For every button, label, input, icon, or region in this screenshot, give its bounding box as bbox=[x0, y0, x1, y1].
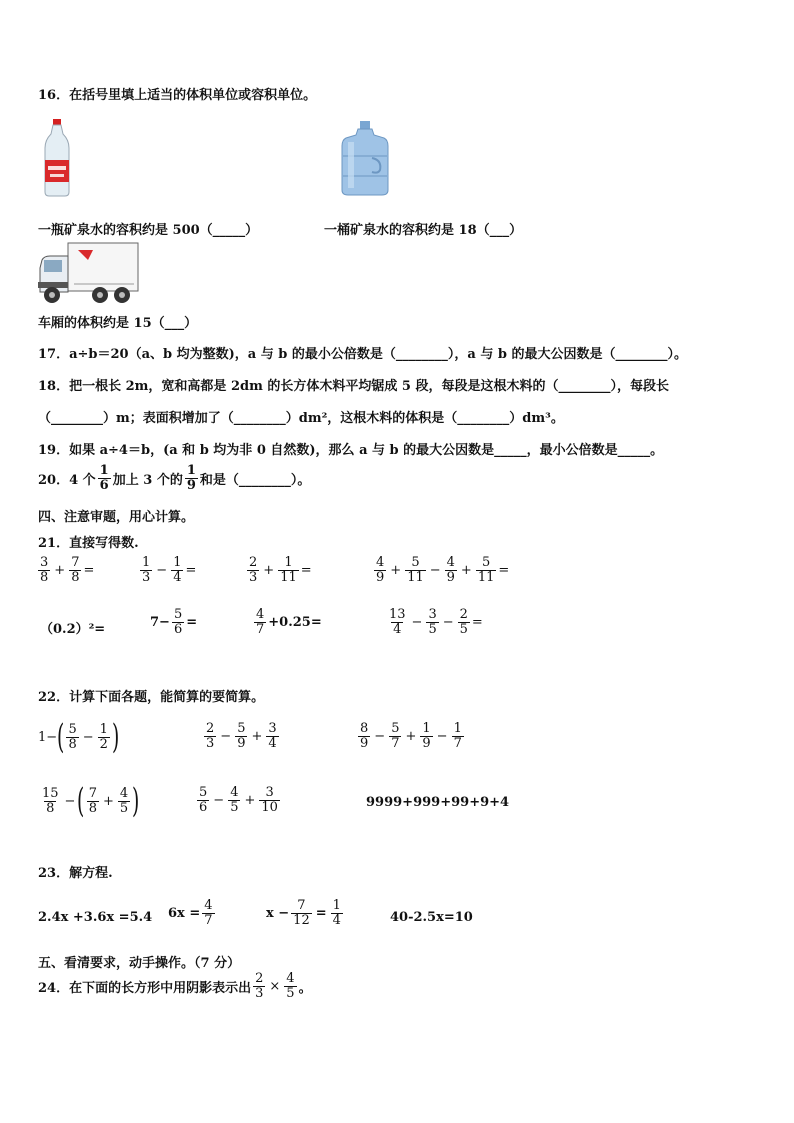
fraction bbox=[426, 608, 438, 636]
equals: = bbox=[186, 614, 198, 630]
denominator: 11 bbox=[477, 569, 495, 585]
fraction bbox=[204, 722, 216, 750]
q16-bottle-text: 一瓶矿泉水的容积约是 500（_____） bbox=[38, 223, 259, 238]
q21-expr-3 bbox=[245, 556, 312, 584]
q23-expr-3 bbox=[266, 899, 345, 927]
operator: − bbox=[374, 728, 386, 744]
fraction bbox=[266, 722, 278, 750]
equals: = bbox=[300, 562, 312, 578]
denominator: 8 bbox=[46, 800, 55, 816]
q24-suffix: 。 bbox=[298, 980, 312, 996]
operator: + bbox=[54, 562, 66, 578]
numerator: 5 bbox=[481, 555, 491, 570]
denominator: 3 bbox=[249, 569, 258, 585]
fraction bbox=[87, 787, 99, 815]
q21-expr-4 bbox=[372, 556, 509, 584]
numerator: 5 bbox=[391, 721, 400, 736]
q16-truck-text: 车厢的体积约是 15（___） bbox=[38, 316, 198, 331]
q21-expr-7 bbox=[252, 608, 322, 636]
q22-expr-4 bbox=[38, 781, 140, 821]
denominator: 3 bbox=[142, 569, 151, 585]
numerator: 4 bbox=[119, 785, 129, 801]
denominator: 3 bbox=[206, 735, 215, 751]
denominator: 9 bbox=[360, 735, 369, 751]
numerator: 2 bbox=[255, 971, 264, 986]
operator: − bbox=[156, 562, 168, 578]
denominator: 9 bbox=[186, 477, 196, 493]
q24-line bbox=[38, 972, 312, 1000]
operator: + bbox=[244, 792, 256, 808]
numerator: 5 bbox=[173, 607, 183, 622]
equals: = bbox=[185, 562, 197, 578]
denominator: 4 bbox=[268, 735, 277, 751]
q23-title: 23．解方程. bbox=[38, 866, 113, 881]
q20-part1: 20．4 个 bbox=[38, 472, 96, 488]
operator: − bbox=[220, 728, 232, 744]
fraction bbox=[405, 556, 426, 584]
fraction bbox=[38, 556, 50, 584]
equals: = bbox=[83, 562, 95, 578]
numerator: 4 bbox=[286, 971, 295, 986]
denominator: 5 bbox=[119, 800, 129, 816]
q17-text: 17．a÷b＝20（a、b 均为整数)，a 与 b 的最小公倍数是（________），a 与 b 的最大公因数是（________）。 bbox=[38, 347, 687, 362]
right-paren: ) bbox=[111, 717, 120, 757]
q22-expr-5 bbox=[195, 786, 282, 814]
q16-title: 16．在括号里填上适当的体积单位或容积单位。 bbox=[38, 88, 317, 103]
fraction bbox=[331, 899, 343, 927]
expression-prefix: 7− bbox=[150, 614, 170, 630]
expression-prefix: x − bbox=[266, 905, 290, 921]
fraction bbox=[259, 786, 280, 814]
fraction bbox=[40, 787, 61, 815]
water-bottle-icon bbox=[42, 118, 72, 198]
operator: − bbox=[411, 614, 423, 630]
denominator: 7 bbox=[204, 912, 213, 928]
fraction bbox=[228, 786, 240, 814]
denominator: 5 bbox=[230, 799, 239, 815]
numerator: 7 bbox=[88, 785, 97, 801]
fraction bbox=[476, 556, 497, 584]
q23-expr-1: 2.4x +3.6x =5.4 bbox=[38, 910, 153, 925]
denominator: 11 bbox=[280, 569, 297, 585]
denominator: 5 bbox=[428, 621, 437, 637]
section-5-title: 五、看清要求，动手操作。（7 分） bbox=[38, 956, 241, 971]
fraction bbox=[253, 972, 265, 1000]
q23-expr-4: 40-2.5x=10 bbox=[390, 910, 473, 925]
fraction bbox=[278, 556, 299, 584]
fraction bbox=[69, 556, 81, 584]
q20-part2: 加上 3 个的 bbox=[112, 472, 183, 488]
section-4-title: 四、注意审题，用心计算。 bbox=[38, 510, 195, 525]
numerator: 4 bbox=[230, 785, 239, 800]
operator: + bbox=[460, 562, 472, 578]
q23-expr-2 bbox=[168, 899, 217, 927]
fraction bbox=[284, 972, 296, 1000]
numerator: 5 bbox=[411, 555, 420, 570]
q22-expr-1 bbox=[38, 717, 120, 757]
numerator: 4 bbox=[204, 898, 213, 913]
numerator: 5 bbox=[237, 721, 246, 736]
left-paren: ( bbox=[77, 781, 85, 821]
right-paren: ) bbox=[132, 781, 140, 821]
expression-text: （0.2）²= bbox=[40, 622, 106, 637]
operator: − bbox=[213, 792, 225, 808]
operator: + bbox=[103, 793, 114, 809]
denominator: 5 bbox=[286, 985, 295, 1001]
fraction bbox=[197, 786, 209, 814]
q21-expr-6 bbox=[150, 608, 197, 636]
numerator: 3 bbox=[428, 607, 437, 622]
q21-expr-8 bbox=[385, 608, 483, 636]
fraction bbox=[389, 722, 401, 750]
expression-prefix: 1− bbox=[38, 729, 58, 745]
operator: + bbox=[405, 728, 417, 744]
denominator: 9 bbox=[237, 735, 246, 751]
fraction bbox=[374, 556, 386, 584]
numerator: 4 bbox=[376, 555, 385, 570]
denominator: 3 bbox=[255, 985, 264, 1001]
numerator: 4 bbox=[446, 555, 455, 570]
numerator: 1 bbox=[99, 721, 108, 737]
numerator: 1 bbox=[186, 463, 196, 478]
q16-barrel-text: 一桶矿泉水的容积约是 18（___） bbox=[324, 223, 523, 238]
denominator: 10 bbox=[261, 799, 278, 815]
fraction bbox=[118, 787, 130, 815]
equals: = bbox=[315, 905, 327, 921]
q21-expr-2 bbox=[138, 556, 196, 584]
denominator: 4 bbox=[332, 912, 341, 928]
numerator: 5 bbox=[68, 721, 77, 737]
numerator: 1 bbox=[453, 721, 462, 736]
equals: = bbox=[498, 562, 510, 578]
equals: = bbox=[471, 614, 483, 630]
operator: − bbox=[64, 793, 76, 809]
operator: − bbox=[429, 562, 441, 578]
numerator: 15 bbox=[42, 785, 59, 801]
fraction bbox=[247, 556, 259, 584]
numerator: 3 bbox=[268, 721, 277, 736]
q22-expr-6: 9999+999+99+9+4 bbox=[366, 795, 510, 810]
numerator: 3 bbox=[40, 555, 49, 570]
fraction bbox=[235, 722, 247, 750]
truck-icon bbox=[38, 240, 140, 306]
q18-line1: 18．把一根长 2m，宽和高都是 2dm 的长方体木料平均锯成 5 段，每段是这根木料的（________），每段长 bbox=[38, 379, 669, 394]
q19-text: 19．如果 a÷4＝b，(a 和 b 均为非 0 自然数)，那么 a 与 b 的最大公因数是_____，最小公倍数是_____。 bbox=[38, 443, 664, 458]
expression-prefix: 6x = bbox=[168, 905, 201, 921]
fraction bbox=[387, 608, 408, 636]
denominator: 9 bbox=[446, 569, 455, 585]
denominator: 2 bbox=[99, 736, 108, 752]
numerator: 1 bbox=[332, 898, 341, 913]
numerator: 1 bbox=[173, 555, 182, 570]
denominator: 8 bbox=[71, 569, 80, 585]
operator: − bbox=[442, 614, 454, 630]
q20-fraction-1 bbox=[98, 464, 111, 492]
numerator: 2 bbox=[206, 721, 215, 736]
q18-line2: （________）m；表面积增加了（________）dm²，这根木料的体积是（________）dm³。 bbox=[38, 411, 564, 426]
numerator: 1 bbox=[142, 555, 151, 570]
numerator: 7 bbox=[297, 898, 306, 913]
numerator: 1 bbox=[99, 463, 109, 478]
numerator: 2 bbox=[249, 555, 258, 570]
fraction bbox=[358, 722, 370, 750]
numerator: 7 bbox=[71, 555, 80, 570]
q21-expr-5 bbox=[40, 618, 105, 637]
fraction bbox=[452, 722, 464, 750]
q21-expr-1 bbox=[36, 556, 94, 584]
numerator: 8 bbox=[360, 721, 369, 736]
expression-suffix: +0.25= bbox=[268, 614, 322, 630]
q21-title: 21．直接写得数. bbox=[38, 536, 139, 551]
q22-expr-2 bbox=[202, 722, 281, 750]
fraction bbox=[202, 899, 214, 927]
q22-expr-3 bbox=[356, 722, 466, 750]
denominator: 4 bbox=[393, 621, 402, 637]
denominator: 9 bbox=[422, 735, 431, 751]
fraction bbox=[140, 556, 152, 584]
fraction bbox=[458, 608, 470, 636]
operator: × bbox=[269, 978, 281, 994]
operator: + bbox=[251, 728, 263, 744]
denominator: 11 bbox=[407, 569, 424, 585]
denominator: 9 bbox=[376, 569, 385, 585]
q20-part3: 和是（________）。 bbox=[199, 472, 311, 488]
water-barrel-icon bbox=[340, 120, 390, 196]
denominator: 6 bbox=[99, 477, 109, 493]
denominator: 8 bbox=[88, 800, 97, 816]
q20-fraction-2 bbox=[185, 464, 198, 492]
fraction bbox=[420, 722, 432, 750]
operator: + bbox=[390, 562, 402, 578]
denominator: 6 bbox=[173, 621, 183, 637]
denominator: 12 bbox=[293, 912, 310, 928]
numerator: 1 bbox=[284, 555, 293, 570]
numerator: 13 bbox=[389, 607, 406, 622]
numerator: 5 bbox=[199, 785, 208, 800]
operator: − bbox=[82, 729, 94, 745]
denominator: 6 bbox=[199, 799, 208, 815]
fraction bbox=[98, 723, 110, 751]
operator: + bbox=[263, 562, 275, 578]
denominator: 8 bbox=[40, 569, 49, 585]
numerator: 3 bbox=[265, 785, 274, 800]
denominator: 7 bbox=[391, 735, 400, 751]
numerator: 1 bbox=[422, 721, 431, 736]
fraction bbox=[66, 723, 78, 751]
numerator: 2 bbox=[459, 607, 468, 622]
denominator: 8 bbox=[68, 736, 77, 752]
q20-line bbox=[38, 464, 310, 492]
numerator: 4 bbox=[256, 607, 265, 622]
fraction bbox=[171, 556, 183, 584]
q22-title: 22．计算下面各题，能简算的要简算。 bbox=[38, 690, 265, 705]
denominator: 5 bbox=[459, 621, 468, 637]
operator: − bbox=[436, 728, 448, 744]
left-paren: ( bbox=[57, 717, 65, 757]
fraction bbox=[445, 556, 457, 584]
q24-text: 24．在下面的长方形中用阴影表示出 bbox=[38, 980, 252, 996]
denominator: 4 bbox=[173, 569, 182, 585]
denominator: 7 bbox=[256, 621, 265, 637]
fraction bbox=[254, 608, 266, 636]
fraction bbox=[291, 899, 312, 927]
denominator: 7 bbox=[453, 735, 462, 751]
fraction bbox=[172, 608, 184, 636]
